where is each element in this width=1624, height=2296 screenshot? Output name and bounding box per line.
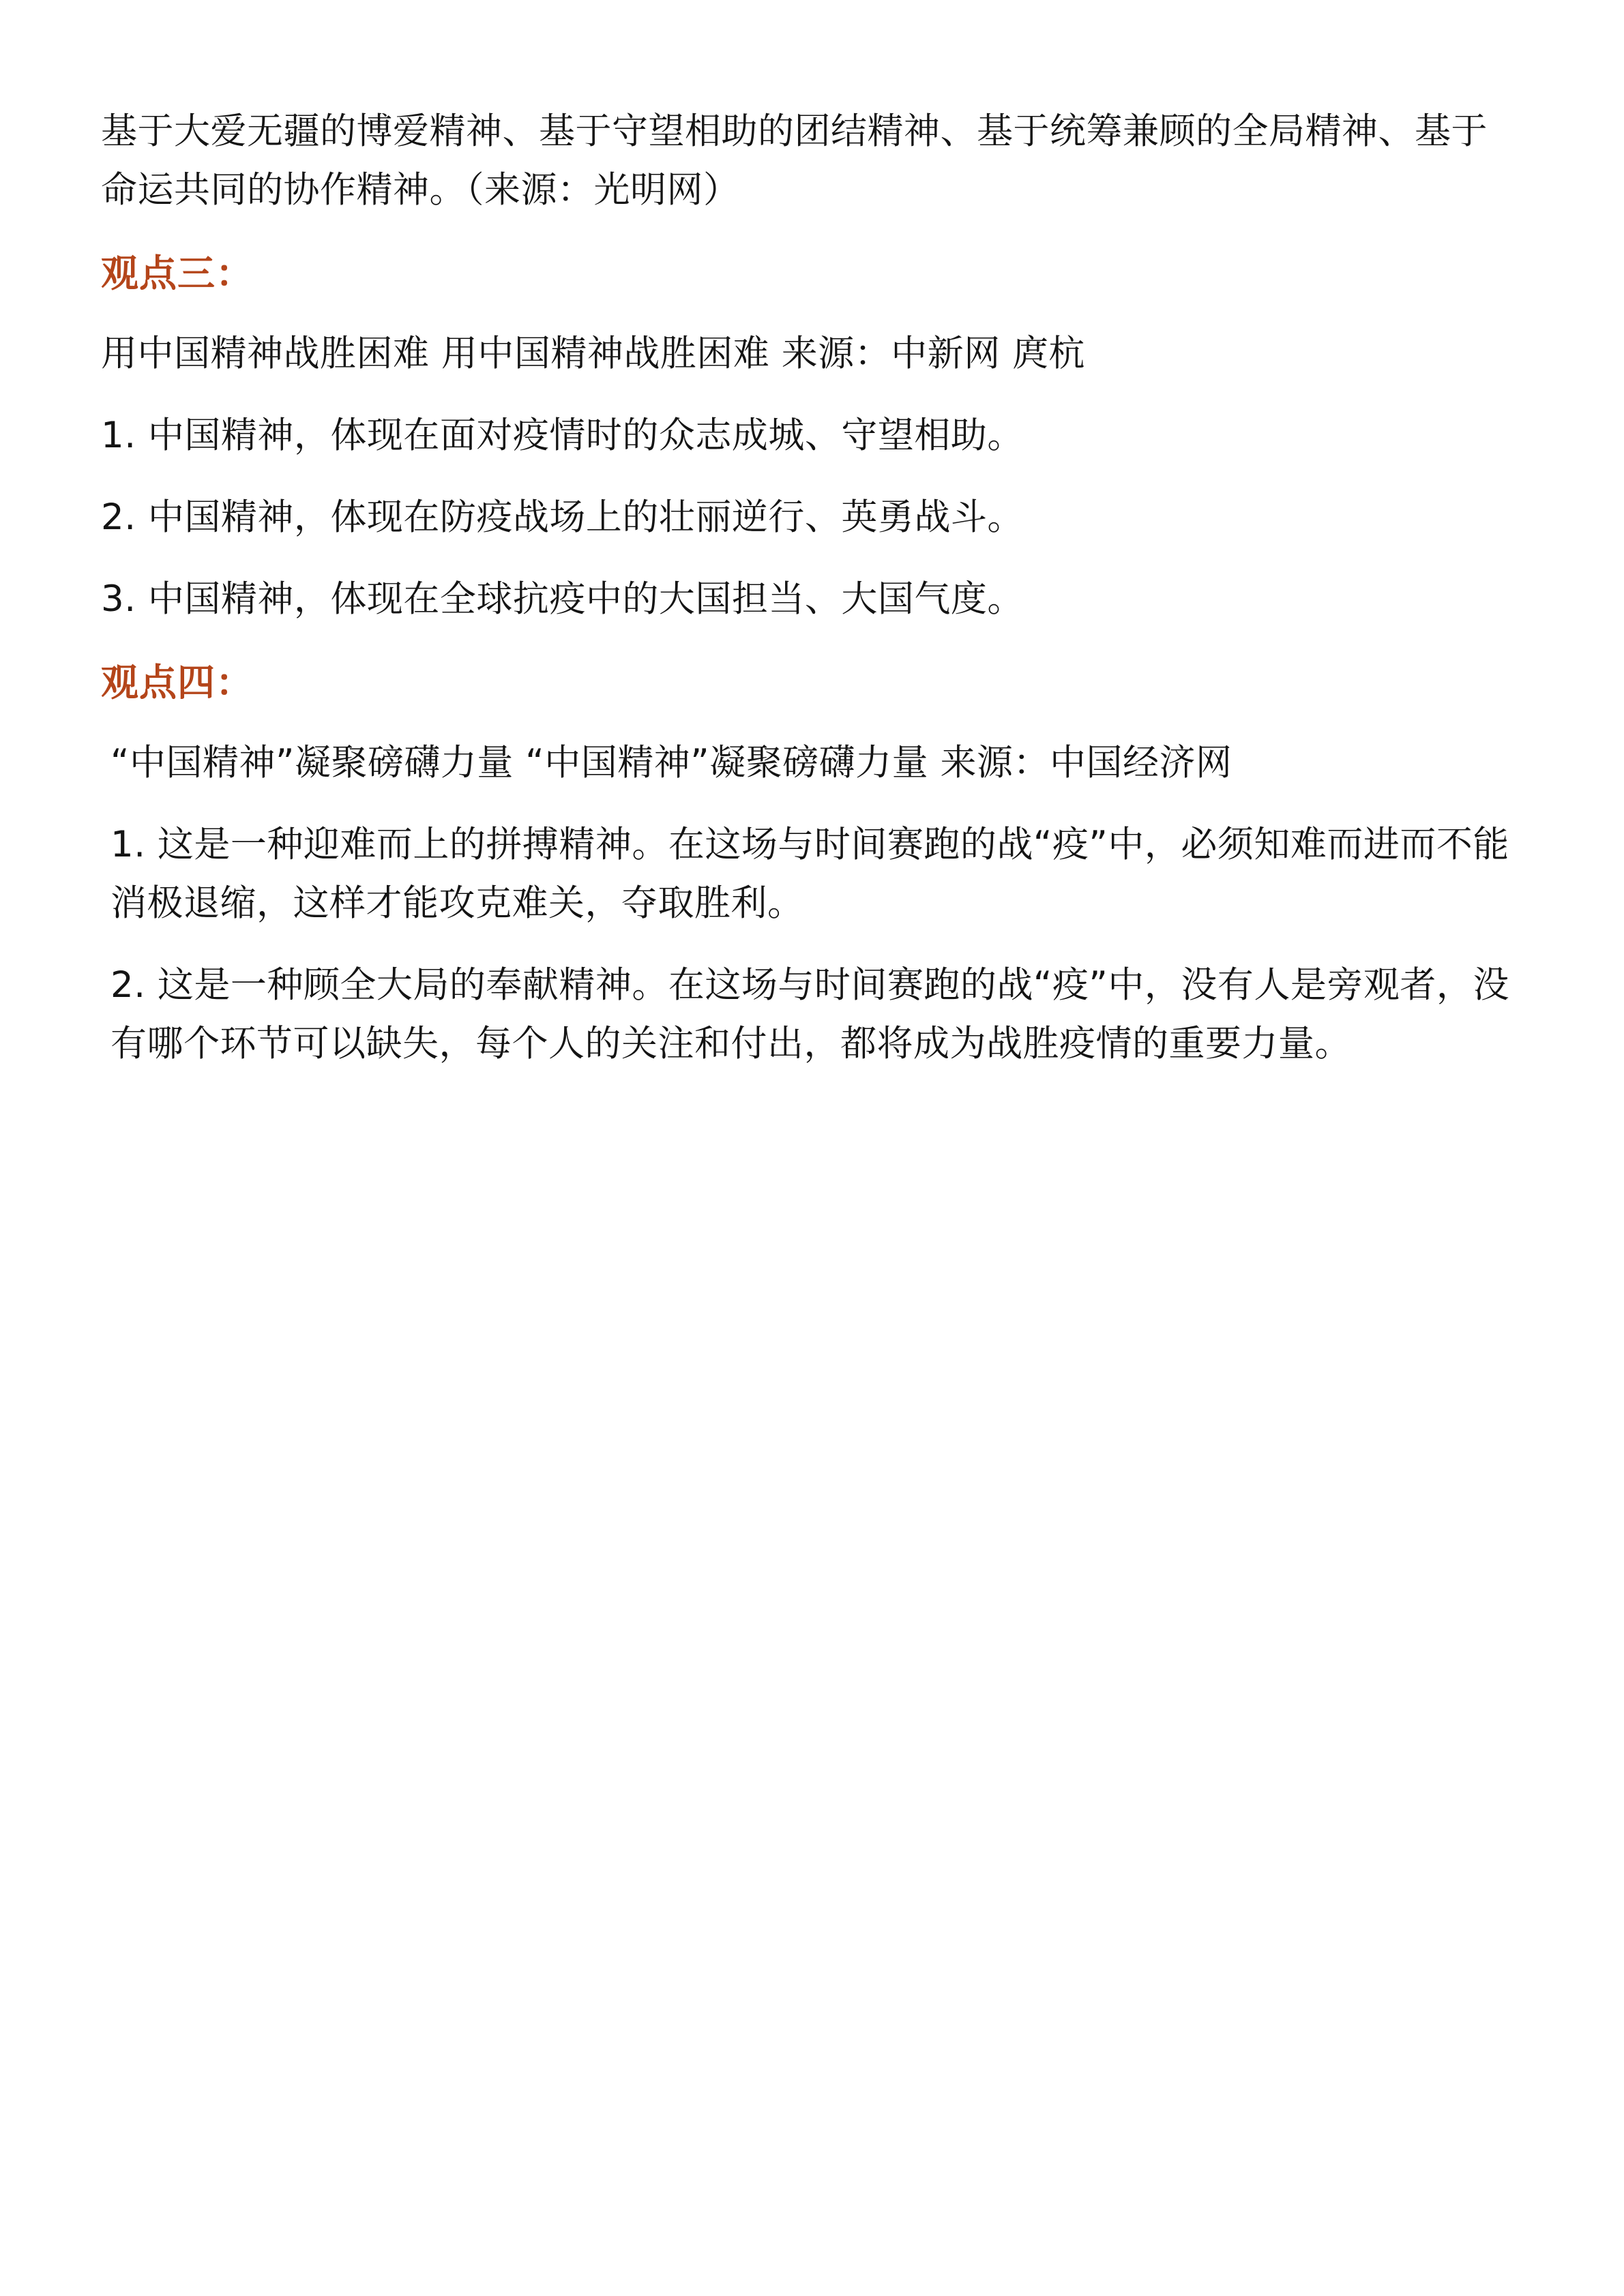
paragraph-point-3-3: 3. 中国精神，体现在全球抗疫中的大国担当、大国气度。 <box>101 578 1024 620</box>
paragraph-point-4-1: 1. 这是一种迎难而上的拼搏精神。在这场与时间赛跑的战“疫”中，必须知难而进而不能消极退缩，这样才能攻克难关，夺取胜利。 <box>110 824 1509 924</box>
document-body <box>101 102 1523 1073</box>
paragraph-point-4-2: 2. 这是一种顾全大局的奉献精神。在这场与时间赛跑的战“疫”中，没有人是旁观者，没有哪个环节可以缺失，每个人的关注和付出，都将成为战胜疫情的重要力量。 <box>110 964 1509 1064</box>
heading-viewpoint-three: 观点三： <box>101 251 254 295</box>
paragraph-viewpoint-three-source: 用中国精神战胜困难 用中国精神战胜困难 来源：中新网 庹杭 <box>101 333 1086 375</box>
paragraph-point-3-1: 1. 中国精神，体现在面对疫情时的众志成城、守望相助。 <box>101 415 1024 457</box>
paragraph-point-3-2: 2. 中国精神，体现在防疫战场上的壮丽逆行、英勇战斗。 <box>101 496 1024 538</box>
paragraph-viewpoint-four-source: “中国精神”凝聚磅礴力量 “中国精神”凝聚磅礴力量 来源：中国经济网 <box>110 742 1232 784</box>
paragraph-boai-jingshen: 基于大爱无疆的博爱精神、基于守望相助的团结精神、基于统筹兼顾的全局精神、基于命运共同的协作精神。（来源：光明网） <box>101 110 1488 211</box>
heading-viewpoint-four: 观点四： <box>101 660 254 704</box>
